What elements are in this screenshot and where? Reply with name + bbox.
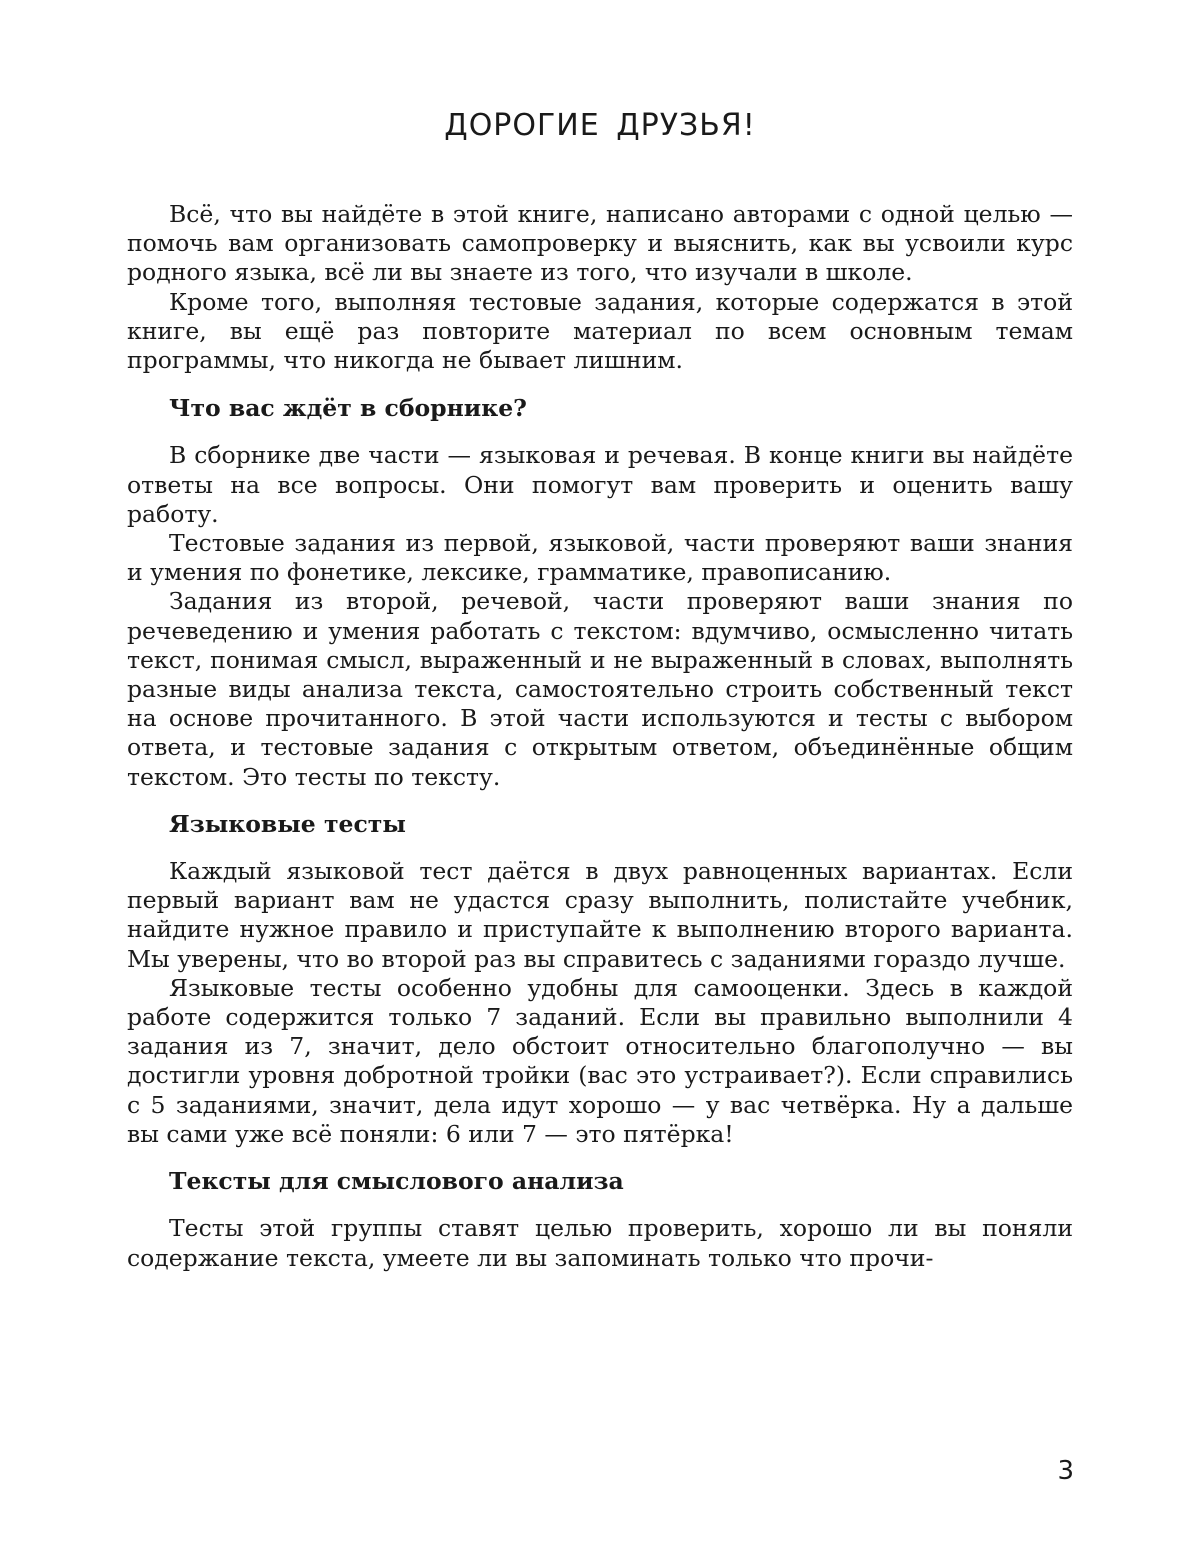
- section-paragraph: В сборнике две части — языковая и речевая. В конце книги вы найдёте ответы на все вопросы. Они помогут вам проверить и оценить вашу работу.: [127, 441, 1073, 528]
- section-heading-text-analysis: Тексты для смыслового анализа: [169, 1167, 624, 1196]
- page-title: ДОРОГИЕ ДРУЗЬЯ!: [444, 108, 756, 143]
- section-heading-language-tests: Языковые тесты: [169, 809, 406, 838]
- page-number: 3: [1057, 1456, 1074, 1486]
- intro-paragraph-2: Кроме того, выполняя тестовые задания, которые содержатся в этой книге, вы ещё раз повторите материал по всем основным темам программы, что никогда не бывает лишним.: [127, 287, 1073, 375]
- section-paragraph: Задания из второй, речевой, части проверяют ваши знания по речеведению и умения работать с текстом: вдумчиво, осмысленно читать текст, понимая смысл, выраженный и не выраженный в словах, выполнять разные виды анализа текста, самостоятельно строить собственный текст на основе прочитанного. В этой части используются и тесты с выбором ответа, и тестовые задания с открытым ответом, объединённые общим текстом. Это тесты по тексту.: [127, 587, 1073, 791]
- section-paragraph: Тесты этой группы ставят целью проверить, хорошо ли вы поняли содержание текста, умеете ли вы запоминать только что прочи-: [127, 1214, 1073, 1272]
- page-body: [127, 200, 1073, 1273]
- section-paragraph: Каждый языковой тест даётся в двух равноценных вариантах. Если первый вариант вам не удастся сразу выполнить, полистайте учебник, найдите нужное правило и приступайте к выполнению второго варианта. Мы уверены, что во второй раз вы справитесь с заданиями гораздо лучше.: [127, 857, 1073, 973]
- section-paragraph: Языковые тесты особенно удобны для самооценки. Здесь в каждой работе содержится только 7 заданий. Если вы правильно выполнили 4 задания из 7, значит, дело обстоит относительно благополучно — вы достигли уровня добротной тройки (вас это устраивает?). Если справились с 5 заданиями, значит, дела идут хорошо — у вас четвёрка. Ну а дальше вы сами уже всё поняли: 6 или 7 — это пятёрка!: [127, 973, 1073, 1148]
- section-paragraph: Тестовые задания из первой, языковой, части проверяют ваши знания и умения по фонетике, лексике, грамматике, правописанию.: [127, 529, 1073, 587]
- intro-paragraph-1: Всё, что вы найдёте в этой книге, написано авторами с одной целью — помочь вам организовать самопроверку и выяснить, как вы усвоили курс родного языка, всё ли вы знаете из того, что изучали в школе.: [127, 200, 1073, 287]
- section-heading-contents: Что вас ждёт в сборнике?: [169, 394, 527, 423]
